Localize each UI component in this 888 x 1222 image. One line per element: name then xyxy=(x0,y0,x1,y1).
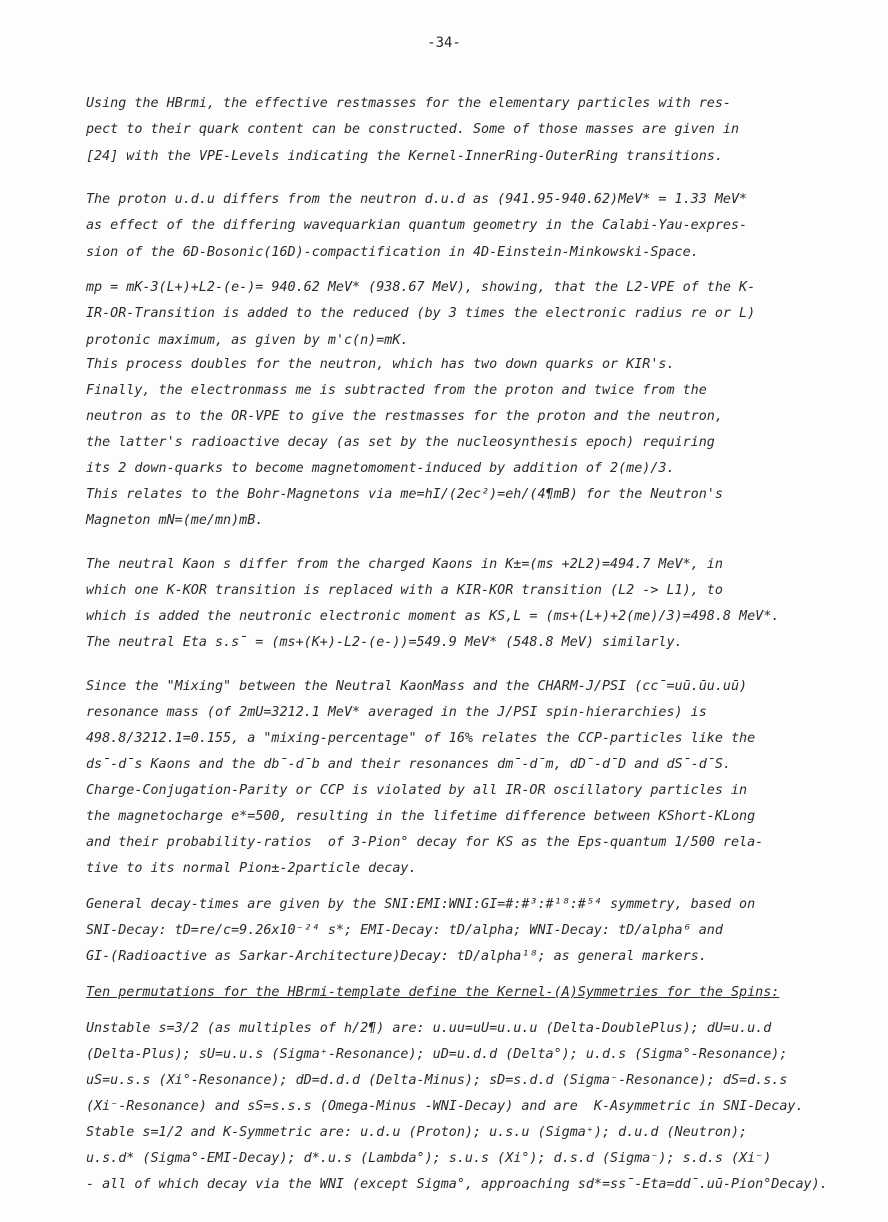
text-line: as effect of the differing wavequarkian quantum geometry in the Calabi-Yau-expres- xyxy=(86,218,748,233)
text-line: (Delta-Plus); sU=u.u.s (Sigma⁺-Resonance); uD=u.d.d (Delta°); u.d.s (Sigma°-Resonance); xyxy=(86,1047,788,1062)
text-line: This process doubles for the neutron, which has two down quarks or KIR's. xyxy=(86,357,675,372)
text-line: the magnetocharge e*=500, resulting in the lifetime difference between KShort-KLong xyxy=(86,809,756,824)
text-line: and their probability-ratios of 3-Pion° decay for KS as the Eps-quantum 1/500 rela- xyxy=(86,835,764,850)
text-line: Stable s=1/2 and K-Symmetric are: u.d.u (Proton); u.s.u (Sigma⁺); d.u.d (Neutron); xyxy=(86,1125,748,1140)
text-line: which is added the neutronic electronic moment as KS,L = (ms+(L+)+2(me)/3)=498.8 MeV*. xyxy=(86,609,780,624)
page-number: -34- xyxy=(427,35,461,51)
text-line: The neutral Kaon s differ from the charged Kaons in K±=(ms +2L2)=494.7 MeV*, in xyxy=(86,557,723,572)
text-line: its 2 down-quarks to become magnetomoment-induced by addition of 2(me)/3. xyxy=(86,461,675,476)
text-line: General decay-times are given by the SNI:EMI:WNI:GI=#:#³:#¹⁸:#⁵⁴ symmetry, based on xyxy=(86,897,756,912)
text-line: 498.8/3212.1=0.155, a "mixing-percentage" of 16% relates the CCP-particles like the xyxy=(86,731,756,746)
text-line: pect to their quark content can be constructed. Some of those masses are given in xyxy=(86,122,740,137)
text-line: This relates to the Bohr-Magnetons via me=hI/(2ec²)=eh/(4¶mB) for the Neutron's xyxy=(86,487,723,502)
section-heading: Ten permutations for the HBrmi-template define the Kernel-(A)Symmetries for the Spins: xyxy=(86,985,780,1000)
text-line: The neutral Eta s.s̄ = (ms+(K+)-L2-(e-))=549.9 MeV* (548.8 MeV) similarly. xyxy=(86,635,683,650)
text-line: mp = mK-3(L+)+L2-(e-)= 940.62 MeV* (938.67 MeV), showing, that the L2-VPE of the K- xyxy=(86,280,756,295)
text-line: Charge-Conjugation-Parity or CCP is violated by all IR-OR oscillatory particles in xyxy=(86,783,748,798)
text-line: which one K-KOR transition is replaced with a KIR-KOR transition (L2 -> L1), to xyxy=(86,583,723,598)
text-line: IR-OR-Transition is added to the reduced (by 3 times the electronic radius re or L) xyxy=(86,306,756,321)
text-line: [24] with the VPE-Levels indicating the Kernel-InnerRing-OuterRing transitions. xyxy=(86,149,723,164)
text-line: protonic maximum, as given by m'c(n)=mK. xyxy=(86,333,409,348)
text-line: - all of which decay via the WNI (except Sigma°, approaching sd*=ss̄-Eta=dd̄.uū-Pion°Decay). xyxy=(86,1177,828,1192)
text-line: SNI-Decay: tD=re/c=9.26x10⁻²⁴ s*; EMI-Decay: tD/alpha; WNI-Decay: tD/alpha⁶ and xyxy=(86,923,723,938)
text-line: (Xi⁻-Resonance) and sS=s.s.s (Omega-Minus -WNI-Decay) and are K-Asymmetric in SNI-Decay. xyxy=(86,1099,804,1114)
text-line: GI-(Radioactive as Sarkar-Architecture)Decay: tD/alpha¹⁸; as general markers. xyxy=(86,949,707,964)
text-line: The proton u.d.u differs from the neutron d.u.d as (941.95-940.62)MeV* = 1.33 MeV* xyxy=(86,192,748,207)
text-line: uS=u.s.s (Xi°-Resonance); dD=d.d.d (Delta-Minus); sD=s.d.d (Sigma⁻-Resonance); dS=d.s.s xyxy=(86,1073,788,1088)
text-line: Unstable s=3/2 (as multiples of h/2¶) are: u.uu=uU=u.u.u (Delta-DoublePlus); dU=u.u.d xyxy=(86,1021,772,1036)
text-line: ds̄-d̄s Kaons and the db̄-d̄b and their resonances dm̄-d̄m, dD̄-d̄D and dS̄-d̄S. xyxy=(86,757,731,772)
text-line: Finally, the electronmass me is subtracted from the proton and twice from the xyxy=(86,383,707,398)
text-line: Using the HBrmi, the effective restmasses for the elementary particles with res- xyxy=(86,96,731,111)
text-line: u.s.d* (Sigma°-EMI-Decay); d*.u.s (Lambda°); s.u.s (Xi°); d.s.d (Sigma⁻); s.d.s (Xi⁻) xyxy=(86,1151,772,1166)
text-line: the latter's radioactive decay (as set by the nucleosynthesis epoch) requiring xyxy=(86,435,715,450)
text-line: sion of the 6D-Bosonic(16D)-compactification in 4D-Einstein-Minkowski-Space. xyxy=(86,245,699,260)
text-line: neutron as to the OR-VPE to give the restmasses for the proton and the neutron, xyxy=(86,409,723,424)
text-line: resonance mass (of 2mU=3212.1 MeV* averaged in the J/PSI spin-hierarchies) is xyxy=(86,705,707,720)
text-line: Magneton mN=(me/mn)mB. xyxy=(86,513,264,528)
text-line: Since the "Mixing" between the Neutral KaonMass and the CHARM-J/PSI (cc̄=uū.ūu.uū) xyxy=(86,679,748,694)
text-line: tive to its normal Pion±-2particle decay. xyxy=(86,861,417,876)
